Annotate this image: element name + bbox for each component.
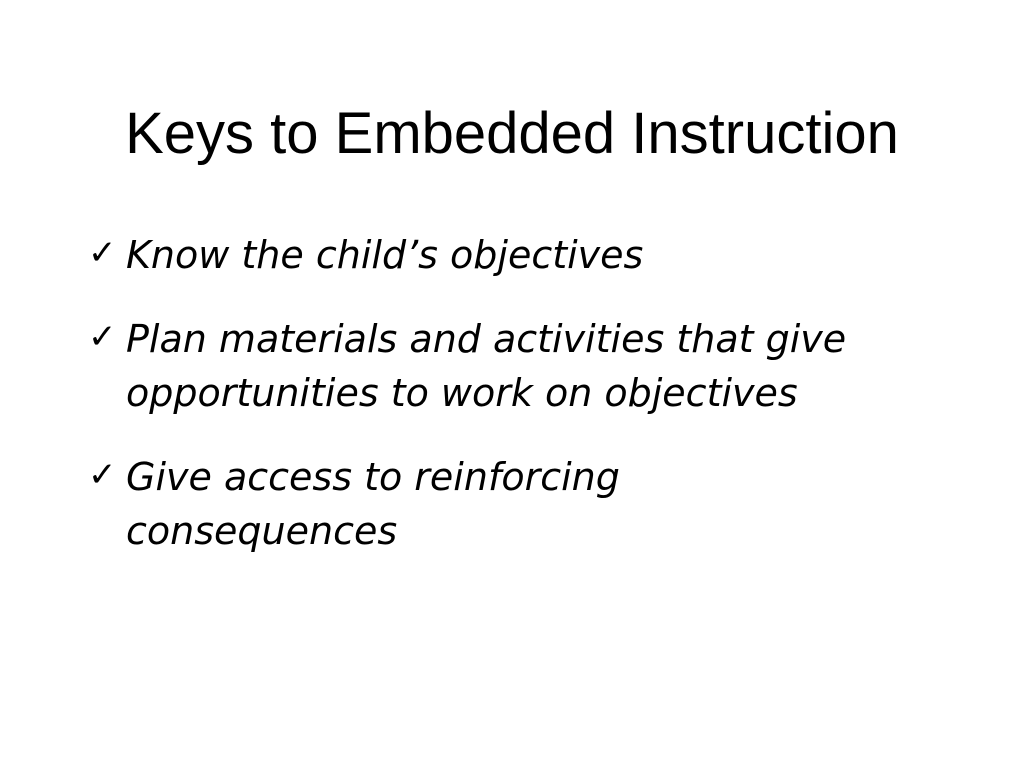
bullet-text: Give access to reinforcing consequences: [126, 455, 620, 553]
bullet-text: Plan materials and activities that give opportunities to work on objectives: [126, 317, 847, 415]
check-icon: ✓: [88, 455, 117, 495]
check-icon: ✓: [88, 317, 117, 357]
slide-title: Keys to Embedded Instruction: [125, 101, 899, 166]
bullet-list: [88, 228, 968, 588]
bullet-item: [88, 228, 968, 282]
bullet-item: [88, 450, 968, 558]
bullet-text: Know the child’s objectives: [126, 233, 644, 277]
check-icon: ✓: [88, 233, 117, 273]
bullet-item: [88, 312, 968, 420]
